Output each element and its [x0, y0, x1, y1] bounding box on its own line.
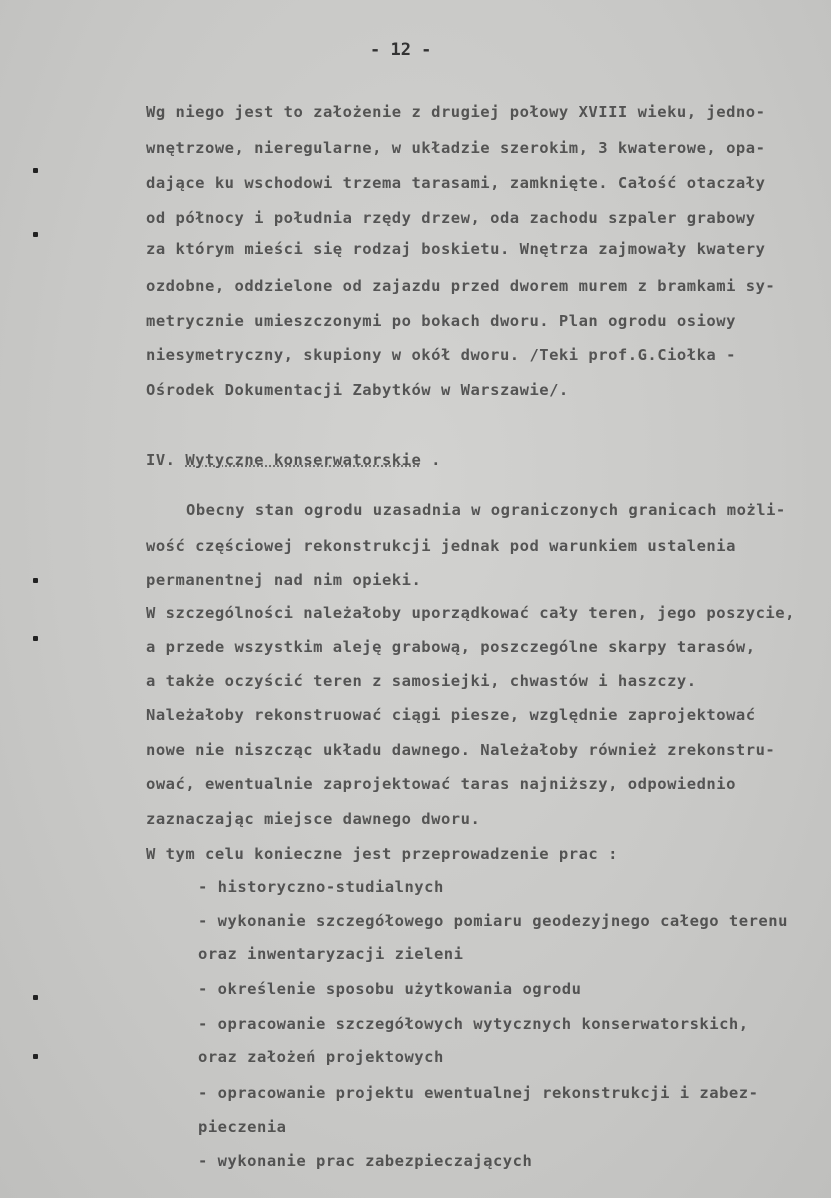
text-line: W tym celu konieczne jest przeprowadzenie prac : — [146, 845, 618, 863]
text-line: wość częściowej rekonstrukcji jednak pod warunkiem ustalenia — [146, 537, 736, 555]
list-item: oraz inwentaryzacji zieleni — [198, 945, 464, 963]
margin-speck — [33, 636, 38, 641]
text-line: Należałoby rekonstruować ciągi piesze, względnie zaprojektować — [146, 706, 756, 724]
list-item: pieczenia — [198, 1118, 287, 1136]
text-line: Ośrodek Dokumentacji Zabytków w Warszawie/. — [146, 381, 569, 399]
text-line: ować, ewentualnie zaprojektować taras najniższy, odpowiednio — [146, 775, 736, 793]
text-line: wnętrzowe, nieregularne, w układzie szerokim, 3 kwaterowe, opa- — [146, 139, 766, 157]
list-item: oraz założeń projektowych — [198, 1048, 444, 1066]
text-line: od północy i południa rzędy drzew, oda zachodu szpaler grabowy — [146, 209, 756, 227]
text-line: niesymetryczny, skupiony w okół dworu. /Teki prof.G.Ciołka - — [146, 346, 736, 364]
heading-title: Wytyczne konserwatorskie — [185, 451, 422, 469]
margin-speck — [33, 232, 38, 237]
text-line: dające ku wschodowi trzema tarasami, zamknięte. Całość otaczały — [146, 174, 766, 192]
margin-speck — [33, 578, 38, 583]
list-item: - opracowanie szczegółowych wytycznych konserwatorskich, — [198, 1015, 749, 1033]
text-line: a także oczyścić teren z samosiejki, chwastów i haszczy. — [146, 672, 697, 690]
text-line: zaznaczając miejsce dawnego dworu. — [146, 810, 481, 828]
margin-speck — [33, 995, 38, 1000]
text-line: W szczególności należałoby uporządkować cały teren, jego poszycie, — [146, 604, 795, 622]
list-item: - opracowanie projektu ewentualnej rekonstrukcji i zabez- — [198, 1084, 759, 1102]
text-line: Wg niego jest to założenie z drugiej połowy XVIII wieku, jedno- — [146, 103, 766, 121]
list-item: - wykonanie szczegółowego pomiaru geodezyjnego całego terenu — [198, 912, 788, 930]
margin-speck — [33, 1054, 38, 1059]
margin-speck — [33, 168, 38, 173]
section-heading — [146, 451, 441, 469]
text-line: za którym mieści się rodzaj boskietu. Wnętrza zajmowały kwatery — [146, 240, 766, 258]
list-item: - określenie sposobu użytkowania ogrodu — [198, 980, 582, 998]
list-item: - wykonanie prac zabezpieczających — [198, 1152, 533, 1170]
heading-prefix: IV. — [146, 451, 176, 469]
list-item: - historyczno-studialnych — [198, 878, 444, 896]
heading-suffix: . — [421, 451, 441, 469]
text-line: Obecny stan ogrodu uzasadnia w ograniczonych granicach możli- — [186, 501, 786, 519]
text-line: nowe nie niszcząc układu dawnego. Należałoby również zrekonstru- — [146, 741, 776, 759]
page-number: - 12 - — [370, 40, 432, 60]
text-line: metrycznie umieszczonymi po bokach dworu. Plan ogrodu osiowy — [146, 312, 736, 330]
text-line: a przede wszystkim aleję grabową, poszczególne skarpy tarasów, — [146, 638, 756, 656]
text-line: permanentnej nad nim opieki. — [146, 571, 422, 589]
text-line: ozdobne, oddzielone od zajazdu przed dworem murem z bramkami sy- — [146, 277, 776, 295]
